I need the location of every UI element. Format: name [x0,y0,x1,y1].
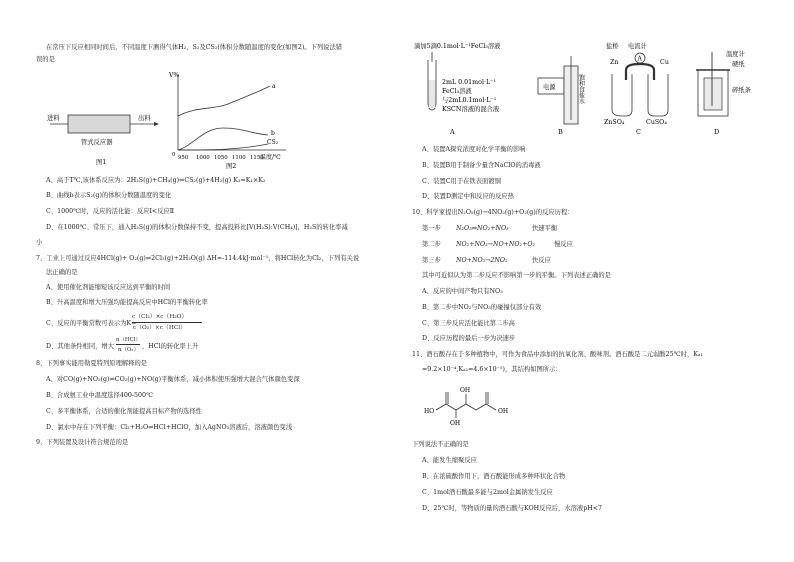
q7-option-d-prefix: D、其他条件相同，增大 [46,343,115,350]
q10-step2-note: 慢反应 [554,241,573,248]
app-c-cu-label: Cu [660,59,669,66]
tartaric-acid-structure [424,380,514,426]
app-c-beaker-left [612,74,632,116]
q9-option-c: C、装置C用于在铁表面镀铜 [422,178,501,185]
q6-option-a: A、高于T℃,该体系反应为：2H₂S(g)+CH₄(g)⇌CS₂(g)+4H₂(g) K₃=K₁×K₂ [46,177,266,184]
q11-stem-cont: =9.2×10⁻⁴,Kₐ₂=4.6×10⁻⁵)，其结构如图所示： [422,366,562,373]
fig2-tick-950: 950 [178,155,189,161]
q7-option-b: B、升高温度和增大压强均能提高反应中HCl的平衡转化率 [46,299,208,306]
structure-ho-left: HO [424,408,435,415]
q8-option-d: D、氯水中存在下列平衡：Cl₂+H₂O⇌HCl+HClO，加入AgNO₃溶液后，溶液颜色变浅 [46,424,293,431]
q10-step3-label: 第三步 [422,257,441,264]
q7-stem-cont: 法正确的是 [46,269,78,276]
figure-2-chart [168,66,298,170]
fig2-tick-0: 0 [172,152,176,158]
app-a-label-2: FeCl₃溶液 [442,88,472,95]
app-letter-a: A [450,128,455,136]
app-letter-d: D [714,128,720,136]
app-c-galvanometer-letter: A [637,55,642,63]
app-c-meter-label: 电流计 [628,43,647,50]
q11-option-a: A、能发生缩聚反应 [422,457,477,464]
q8-option-b: B、合成氨工业中温度选择400-500℃ [46,392,154,399]
fig2-tick-1150: 1150 [250,155,264,161]
fig2-ylabel: V% [169,72,180,79]
q6-option-d: D、在1000℃、常压下，通入H₂S(g)的体积分数保持不变，提高投料比[V(H₂S):V(CH₄)]，H₂S的转化率减 [46,224,348,231]
fig2-tick-1000: 1000 [196,155,210,161]
fig1-caption: 图1 [96,159,107,166]
q10-step1-note: 快速平衡 [532,225,558,232]
q10-description: 其中可近似认为第二步反应不影响第一步的平衡。下列表述正确的是 [422,272,611,279]
q10-step3-note: 快反应 [532,257,551,264]
q6-intro: 在常压下反应相同时间后，不同温度下测得气体H₂、S₂及CS₂(体积分数随温度的变化(如图2)。下列说法错 [46,44,343,51]
q11-question: 下列说法不正确的是 [412,441,469,448]
app-c-beaker-right [648,74,668,116]
q7-option-d-numerator: n（HCl） [116,337,141,343]
fig2-xlabel: 温度/℃ [260,154,281,161]
app-d-card-label: 硬纸 [732,61,745,68]
app-c-salt-bridge [626,64,654,80]
app-d-paper-label: 碎纸条 [732,87,751,94]
q6-option-b: B、曲线b表示S₂(g)的体积分数随温度的变化 [46,192,172,199]
q7-fraction-bar [132,322,202,323]
app-letter-b: B [558,128,563,136]
q10-stem: 10、科学家提出N₂O₅(g)→4NO₂(g)+O₂(g)的反应历程： [412,209,574,216]
q9-apparatus-figures [412,40,772,136]
app-a-label-4: KSCN溶液的混合液 [442,106,500,113]
app-c-znso4-label: ZnSO₄ [604,119,625,126]
app-b-solution-label: 饱和食盐水 [577,74,585,104]
fig2-curve-cs2 [178,144,268,150]
q7-option-c-prefix: C、反应的平衡常数可表示为K= [46,320,137,327]
app-a-liquid [429,80,436,108]
structure-oh-right: OH [498,408,509,415]
q10-option-d: D、反应历程的最后一步为决速步 [422,335,516,342]
q7-option-c-denominator: c（O₂）×c（HCl） [133,325,186,331]
app-c-bridge-label: 盐桥 [606,43,619,50]
fig2-label-b: b [271,130,275,137]
q9-option-d: D、装置D测定中和反应的反应热 [422,193,514,200]
q10-option-b: B、第二步中NO₂与NO₃的碰撞仅部分有效 [422,304,542,311]
q10-step2-label: 第二步 [422,241,441,248]
q7-option-a: A、使用催化剂能缩短该反应达到平衡的时间 [46,284,171,291]
right-column [412,0,772,562]
structure-oh-bottom: OH [450,420,461,426]
structure-oh-top: OH [460,387,471,394]
q11-stem: 11、酒石酸存在于多种植物中，可作为食品中添加的抗氧化剂、酸味剂。酒石酸是二元弱酸25℃时，Kₐ₁ [412,351,703,358]
app-b-power-label: 电源 [543,84,556,91]
q9-stem: 9、下列装置及设计符合规范的是 [36,439,129,446]
fig2-curve-a [178,86,270,116]
fig2-label-cs2: CS₂ [267,139,279,146]
left-column [36,0,396,562]
q7-option-d-suffix: ，HCl的转化率上升 [142,343,199,350]
q10-step3-eq: NO+NO₃→2NO₂ [456,257,508,264]
q6-intro-cont: 误的是 [36,56,55,63]
fig1-in-label: 进料 [47,115,60,122]
app-d-thermo-label: 温度计 [726,51,745,58]
app-letter-c: C [636,128,641,136]
q8-stem: 8、下列事实能用勒夏特列原理解释的是 [36,360,148,367]
q11-option-d: D、25℃时，等物质的量的酒石酸与KOH反应后，水溶液pH<7 [422,505,603,512]
app-a-label-1: 2mL 0.01mol·L⁻¹ [442,79,496,86]
q8-option-c: C、多平衡体系，合适的催化剂能提高目标产物的选择性 [46,408,202,415]
fig2-tick-1100: 1100 [232,155,246,161]
fig2-tick-1050: 1050 [214,155,228,161]
app-a-label-3: 与2mL0.1mol·L⁻¹ [442,97,497,104]
q11-option-c: C、1mol酒石酸最多能与2mol金属钠发生反应 [422,489,553,496]
q6-option-d-cont: 小 [36,239,43,246]
app-c-zn-label: Zn [610,59,619,66]
fig2-caption: 图2 [226,163,237,170]
q10-step2-eq: NO₂+NO₃→NO+NO₂+O₂ [456,241,536,248]
q10-option-c: C、第三步反应活化能比第二步高 [422,320,515,327]
q6-option-c: C、1000℃时，反应的活化能：反应Ⅰ<反应Ⅱ [46,208,175,215]
q7-d-fraction-bar [116,344,140,345]
app-d-inner-beaker [704,78,722,110]
q10-option-a: A、反应的中间产物只有NO₃ [422,288,503,295]
fig1-reactor-label: 管式反应器 [81,139,113,146]
q10-step1-label: 第一步 [422,225,441,232]
q8-option-a: A、对CO(g)+NO₂(g)⇌CO₂(g)+NO(g)平衡体系，减小体积使压强增大混合气体颜色变深 [46,376,300,383]
q10-step1-eq: N₂O₅⇌NO₂+NO₃ [456,225,509,232]
fig1-out-label: 出料 [138,115,151,122]
fig2-label-a: a [272,83,276,90]
q9-option-b: B、装置B用于制备少量含NaClO的消毒液 [422,162,541,169]
app-c-cuso4-label: CuSO₄ [646,119,667,126]
q9-option-a: A、装置A探究浓度对化学平衡的影响 [422,146,526,153]
structure-backbone [436,404,496,410]
q7-option-d-denominator: n（O₂） [118,347,139,353]
app-a-top-label: 滴加5滴0.1mol·L⁻¹FeCl₃溶液 [414,43,501,50]
figure-1-reactor [46,72,166,170]
q7-stem: 7、工业上可通过反应4HCl(g)+ O₂(g)⇌2Cl₂(g)+2H₂O(g) ΔH=-114.4kJ·mol⁻¹，将HCl转化为Cl₂，下列有关说 [36,255,360,262]
q7-option-c-numerator: c（Cl₂）×c（H₂O） [132,314,188,320]
q11-option-b: B、在浓硫酸作用下，酒石酸能形成多种环状化合物 [422,473,566,480]
